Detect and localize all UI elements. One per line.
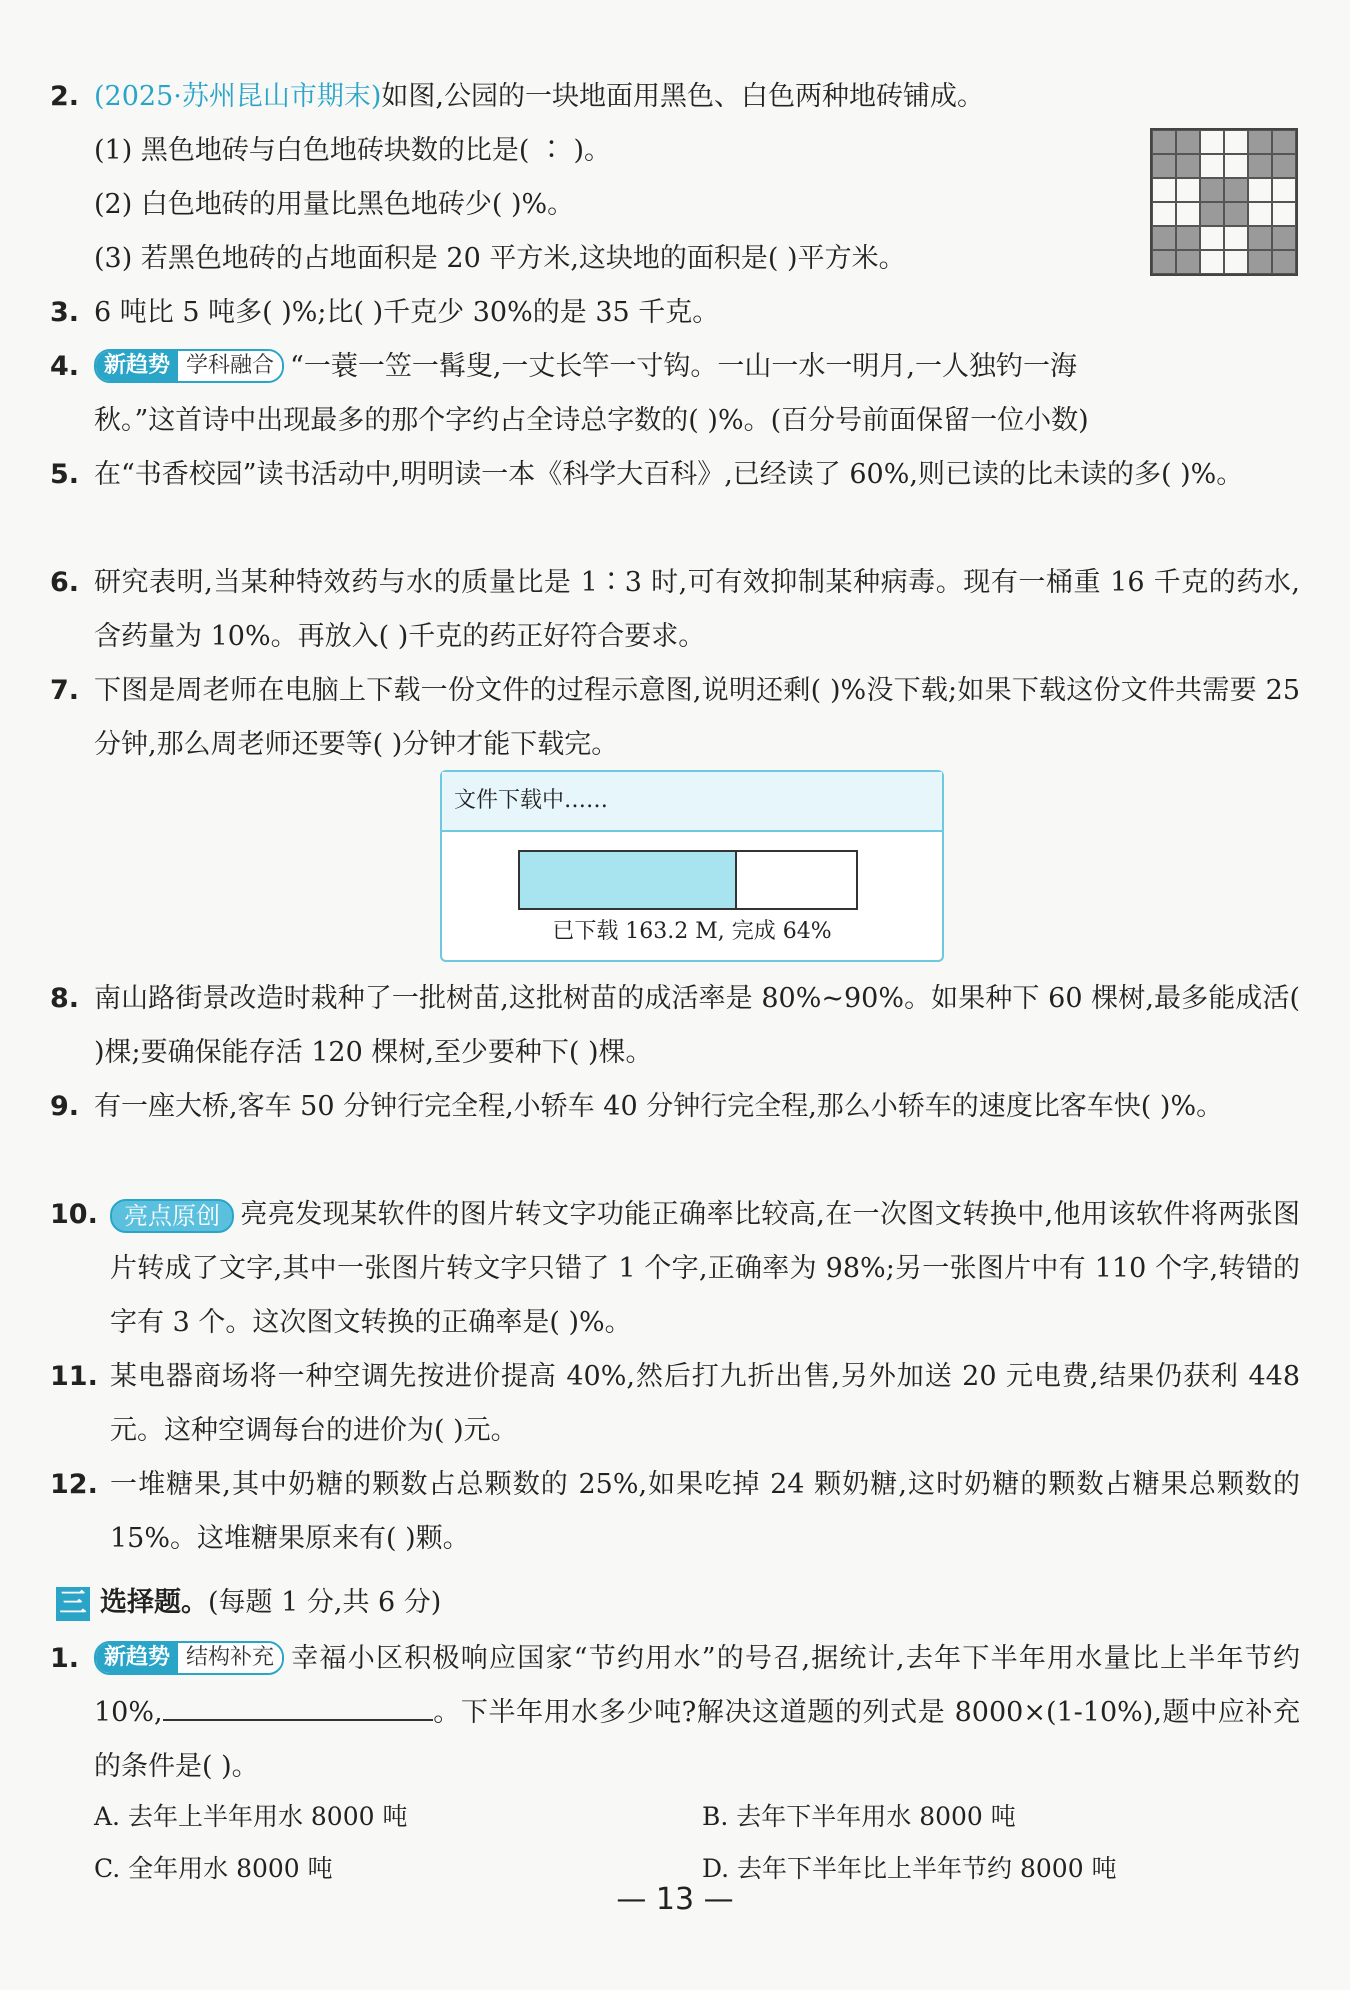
original-tag: 亮点原创 [110, 1199, 234, 1233]
download-caption: 已下载 163.2 M, 完成 64% [552, 919, 832, 944]
question-source: (2025·苏州昆山市期末) [94, 81, 382, 112]
question-number: 6. [50, 567, 80, 598]
question-10 [50, 1188, 1300, 1350]
question-text: 某电器商场将一种空调先按进价提高 40%,然后打九折出售,另外加送 20 元电费,结果仍获利 448 元。这种空调每台的进价为( )元。 [110, 1361, 1300, 1446]
section-title: 选择题。 [100, 1587, 208, 1618]
question-text-a: 幸福小区积极响应国家“节约用水”的号召,据统计,去年下半年用水量比上半年节约 10%, [94, 1643, 1300, 1728]
question-number: 7. [50, 675, 80, 706]
question-4 [50, 340, 1300, 448]
question-11 [50, 1350, 1300, 1458]
question-number: 4. [50, 351, 80, 382]
question-number: 8. [50, 983, 80, 1014]
question-text: 有一座大桥,客车 50 分钟行完全程,小轿车 40 分钟行完全程,那么小轿车的速度比客车快( )%。 [94, 1091, 1224, 1122]
question-stem: 如图,公园的一块地面用黑色、白色两种地砖铺成。 [381, 81, 984, 112]
option-b[interactable]: B. 去年下半年用水 8000 吨 [702, 1802, 1016, 1831]
question-text: 6 吨比 5 吨多( )%;比( )千克少 30%的是 35 千克。 [94, 297, 720, 328]
sub-question-2: (2) 白色地砖的用量比黑色地砖少( )%。 [94, 189, 575, 220]
choice-question-1 [50, 1632, 1300, 1794]
section-note: (每题 1 分,共 6 分) [208, 1587, 442, 1618]
question-2 [50, 70, 1300, 286]
question-number: 2. [50, 81, 80, 112]
question-text: 南山路街景改造时栽种了一批树苗,这批树苗的成活率是 80%~90%。如果种下 60 棵树,最多能成活( )棵;要确保能存活 120 棵树,至少要种下( )棵。 [94, 983, 1300, 1068]
section-badge: 三 [56, 1587, 90, 1621]
question-3 [50, 286, 1300, 340]
question-number: 11. [50, 1361, 98, 1392]
question-7 [50, 664, 1300, 772]
question-text-b: 。下半年用水多少吨?解决这道题的列式是 8000×(1-10%),题中应补充的条件是( )。 [94, 1697, 1300, 1782]
progress-fill [520, 852, 737, 908]
question-number: 12. [50, 1469, 98, 1500]
trend-tag: 新趋势 学科融合 [94, 349, 284, 383]
question-text-line-1: “一蓑一笠一髯叟,一丈长竿一寸钩。一山一水一明月,一人独钓一海 [290, 351, 1077, 382]
option-a[interactable]: A. 去年上半年用水 8000 吨 [94, 1802, 408, 1831]
question-number: 10. [50, 1199, 98, 1230]
sub-question-3: (3) 若黑色地砖的占地面积是 20 平方米,这块地的面积是( )平方米。 [94, 243, 906, 274]
option-d[interactable]: D. 去年下半年比上半年节约 8000 吨 [702, 1854, 1117, 1883]
progress-bar [518, 850, 858, 910]
question-8 [50, 972, 1300, 1080]
question-text: 在“书香校园”读书活动中,明明读一本《科学大百科》,已经读了 60%,则已读的比未读的多( )%。 [94, 459, 1244, 490]
question-text: 下图是周老师在电脑上下载一份文件的过程示意图,说明还剩( )%没下载;如果下载这份文件共需要 25 分钟,那么周老师还要等( )分钟才能下载完。 [94, 675, 1300, 760]
question-12 [50, 1458, 1300, 1566]
fill-blank [163, 1689, 433, 1721]
tile-grid-figure [1150, 128, 1298, 276]
section-heading [56, 1576, 441, 1630]
download-title: 文件下载中…… [442, 772, 942, 832]
question-text: 研究表明,当某种特效药与水的质量比是 1∶3 时,可有效抑制某种病毒。现有一桶重 16 千克的药水,含药量为 10%。再放入( )千克的药正好符合要求。 [94, 567, 1300, 652]
question-text: 一堆糖果,其中奶糖的颗数占总颗数的 25%,如果吃掉 24 颗奶糖,这时奶糖的颗数占糖果总颗数的 15%。这堆糖果原来有( )颗。 [110, 1469, 1300, 1554]
question-9 [50, 1080, 1300, 1134]
sub-question-1: (1) 黑色地砖与白色地砖块数的比是( ∶ )。 [94, 135, 612, 166]
download-dialog-figure [440, 770, 944, 962]
question-number: 3. [50, 297, 80, 328]
question-text: 亮亮发现某软件的图片转文字功能正确率比较高,在一次图文转换中,他用该软件将两张图片转成了文字,其中一张图片转文字只错了 1 个字,正确率为 98%;另一张图片中有 110 个字,转错的字有 3 个。这次图文转换的正确率是( )%。 [110, 1199, 1300, 1338]
page-number: — 13 — [616, 1882, 734, 1917]
option-c[interactable]: C. 全年用水 8000 吨 [94, 1854, 333, 1883]
question-number: 5. [50, 459, 80, 490]
trend-tag: 新趋势 结构补充 [94, 1641, 284, 1675]
question-number: 1. [50, 1643, 80, 1674]
question-text-line-2: 秋。”这首诗中出现最多的那个字约占全诗总字数的( )%。(百分号前面保留一位小数) [94, 405, 1089, 436]
question-5 [50, 448, 1300, 502]
question-6 [50, 556, 1300, 664]
question-number: 9. [50, 1091, 80, 1122]
